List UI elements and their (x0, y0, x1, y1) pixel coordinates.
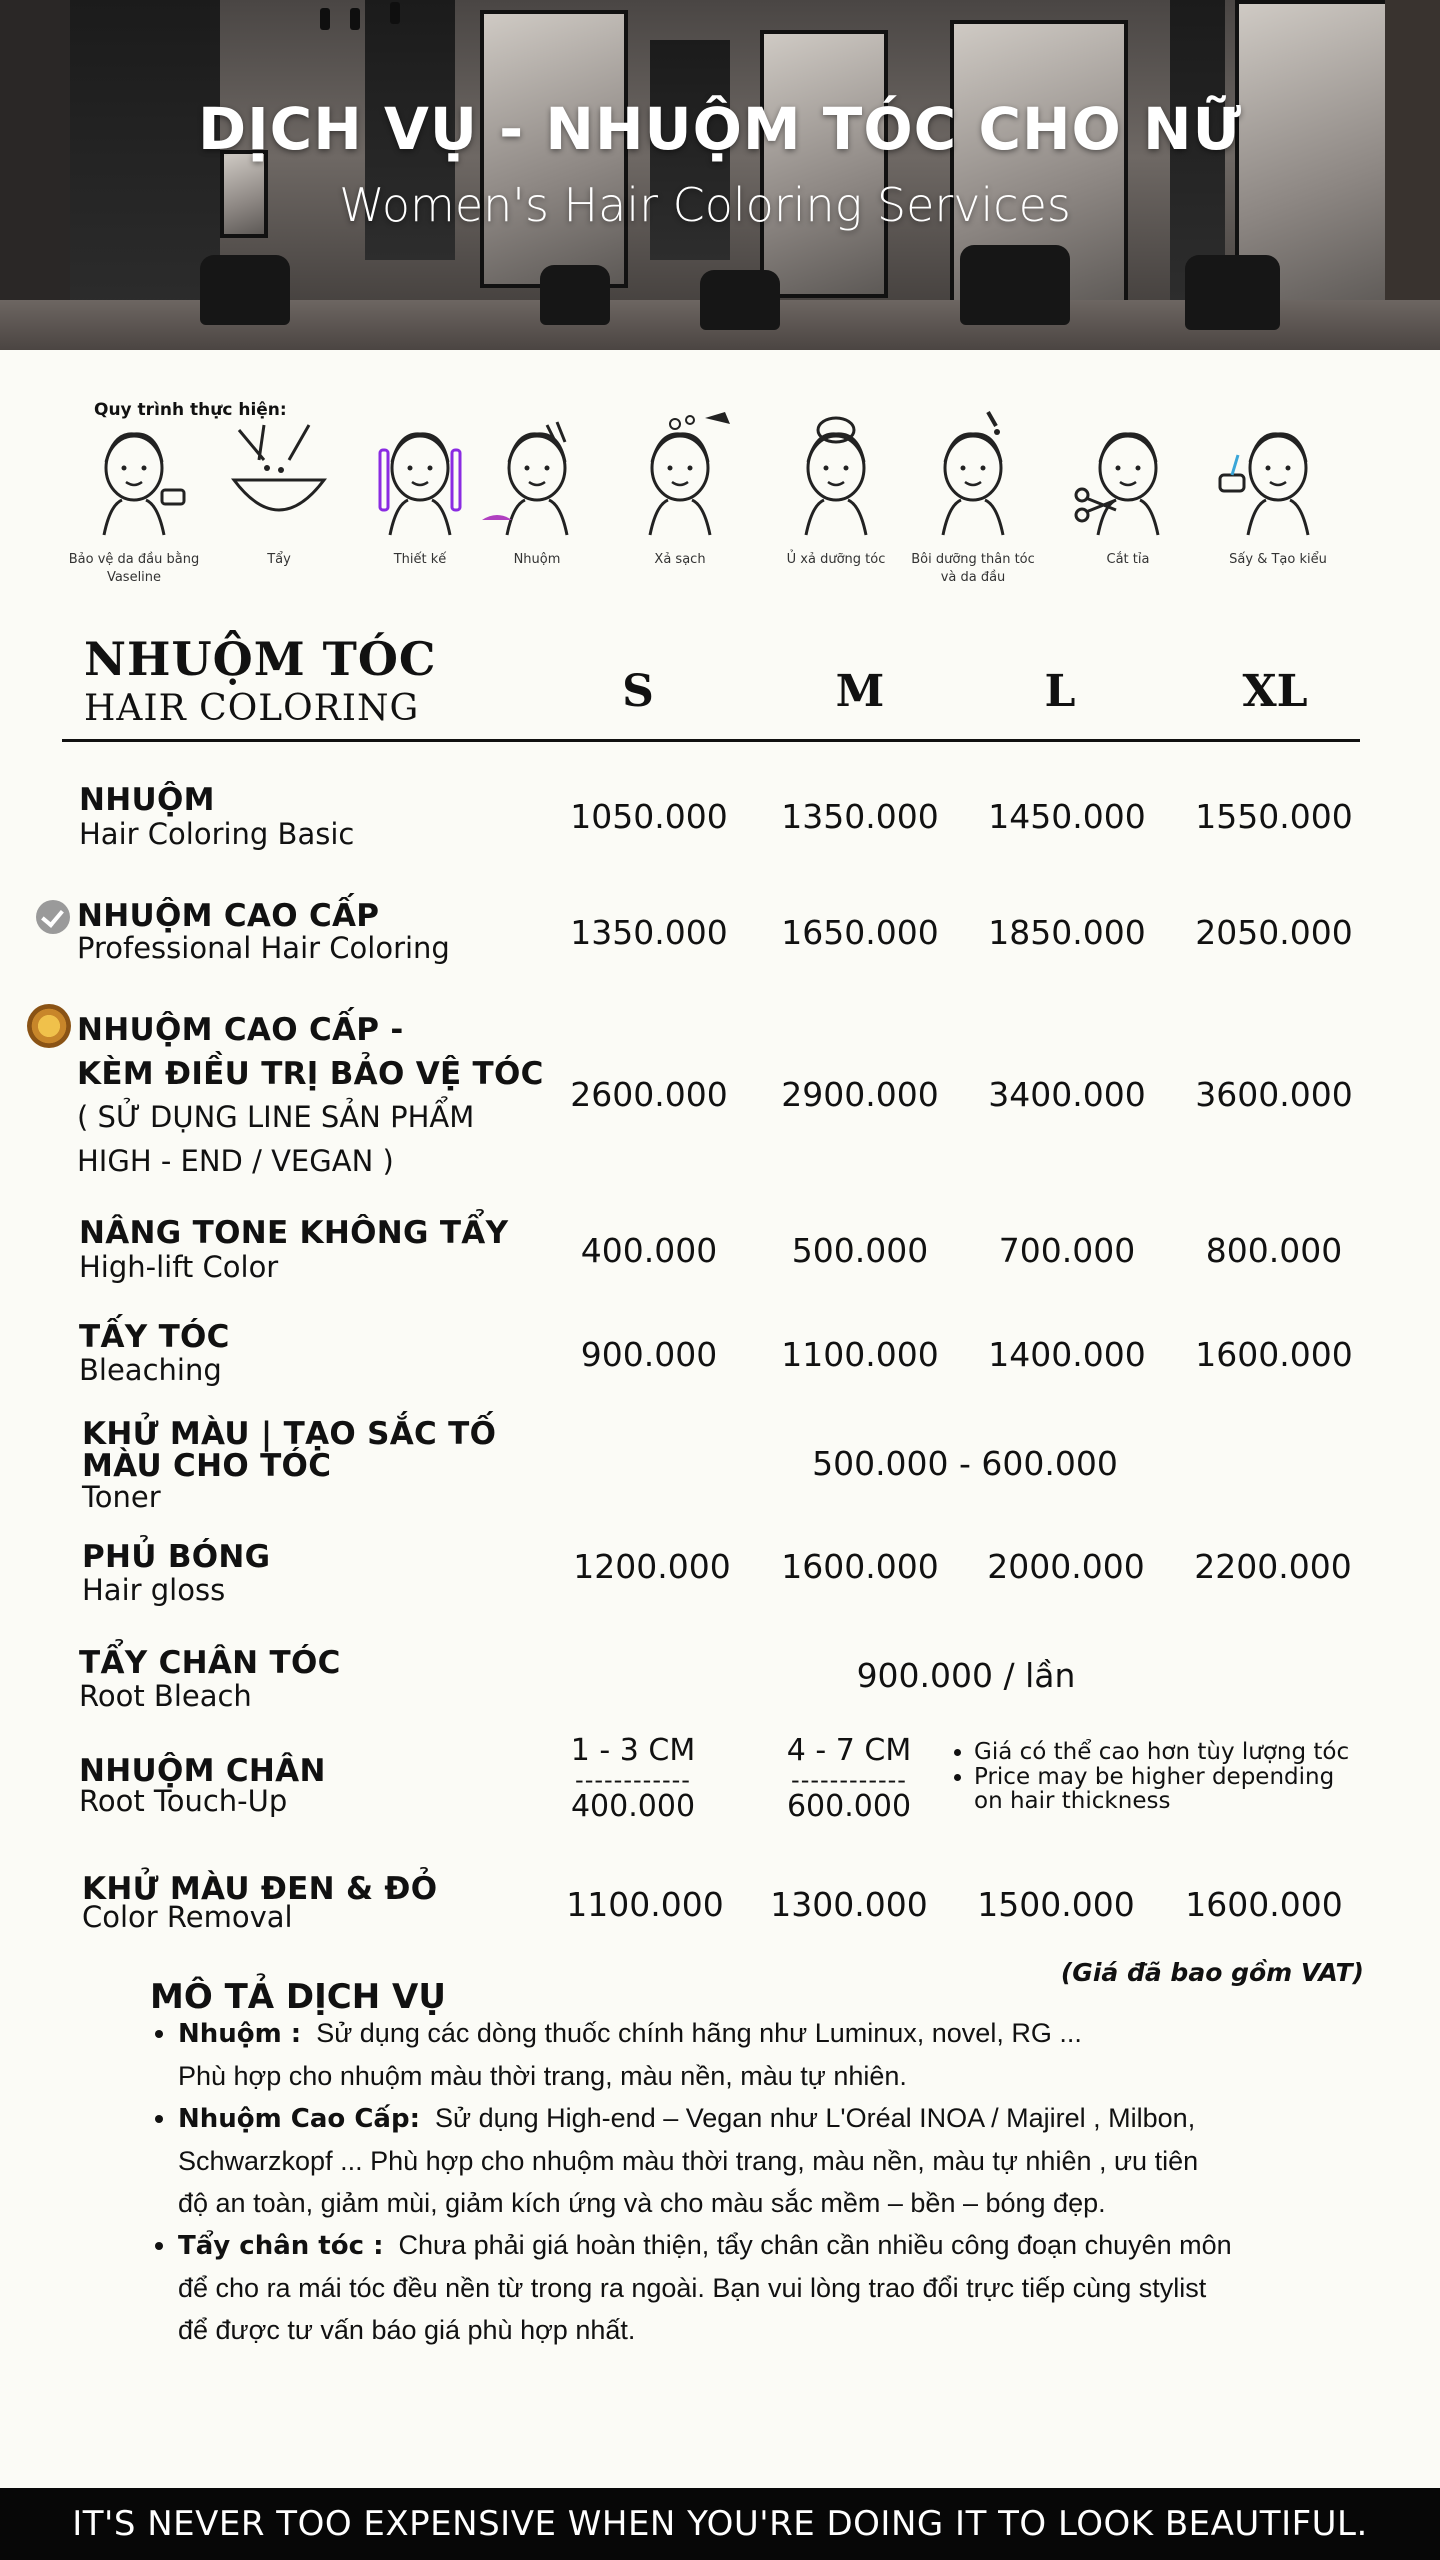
row-pro-en: Professional Hair Coloring (77, 931, 450, 965)
process-step-label: Sấy & Tạo kiểu (1229, 552, 1327, 567)
process-step-label: Cắt tỉa (1106, 552, 1150, 567)
row-gloss-price-l: 2000.000 (987, 1547, 1145, 1586)
description-list (150, 2012, 1300, 2351)
row-basic-en: Hair Coloring Basic (79, 817, 355, 851)
face-conditioner-icon (776, 410, 896, 545)
row-pro-price-xl: 2050.000 (1195, 913, 1353, 952)
process-step-label: Bảo vệ da đầu bằng Vaseline (68, 552, 200, 585)
row-removal-name: KHỬ MÀU ĐEN & ĐỎ (82, 1871, 438, 1907)
face-dryer-icon (1218, 410, 1338, 545)
size-m-header: M (835, 666, 885, 717)
hero-subtitle: Women's Hair Coloring Services (339, 178, 1071, 232)
roottouch-note-en: • Price may be higher depending on hair thickness (974, 1765, 1354, 1814)
row-premium-price-s: 2600.000 (570, 1075, 728, 1114)
row-removal-price-m: 1300.000 (770, 1885, 928, 1924)
row-premium-name-2: KÈM ĐIỀU TRỊ BẢO VỆ TÓC (77, 1056, 544, 1092)
row-highlift-en: High-lift Color (79, 1250, 279, 1284)
roottouch-note-vi: • Giá có thể cao hơn tùy lượng tóc (974, 1740, 1354, 1765)
row-removal-price-s: 1100.000 (566, 1885, 724, 1924)
row-gloss-name: PHỦ BÓNG (82, 1539, 271, 1575)
row-bleach-name: TẤY TÓC (79, 1319, 230, 1355)
desc-line: Sử dụng High-end – Vegan như L'Oréal INOA / Majirel , Milbon, (434, 2103, 1196, 2133)
row-rootbleach-name: TẨY CHÂN TÓC (79, 1645, 341, 1681)
row-basic-price-l: 1450.000 (988, 797, 1146, 836)
row-highlift-name: NÂNG TONE KHÔNG TẨY (79, 1215, 509, 1251)
size-xl-header: XL (1242, 666, 1308, 717)
row-premium-note-2: HIGH - END / VEGAN ) (77, 1144, 394, 1178)
row-pro-price-m: 1650.000 (781, 913, 939, 952)
row-bleach-price-xl: 1600.000 (1195, 1335, 1353, 1374)
tier1-divider: ------------ (575, 1766, 691, 1794)
desc-line: độ an toàn, giảm mùi, giảm kích ứng và cho màu sắc mềm – bền – bóng đẹp. (178, 2188, 1106, 2218)
row-gloss-en: Hair gloss (82, 1573, 226, 1607)
process-step-label: Tẩy (267, 552, 291, 567)
desc-line: Phù hợp cho nhuộm màu thời trang, màu nền, màu tự nhiên. (178, 2061, 907, 2091)
process-step (766, 410, 906, 610)
desc-term: Nhuộm : (178, 2019, 302, 2049)
row-removal-price-xl: 1600.000 (1185, 1885, 1343, 1924)
tier2-divider: ------------ (791, 1766, 907, 1794)
row-toner-range: 500.000 - 600.000 (812, 1444, 1118, 1483)
row-premium-note-1: ( SỬ DỤNG LINE SẢN PHẨM (77, 1100, 475, 1134)
table-title-vi: NHUỘM TÓC (84, 632, 437, 686)
process-step-label: Bôi dưỡng thân tóc và da đầu (911, 552, 1035, 585)
process-step (209, 410, 349, 610)
bleach-bowl-icon (219, 410, 339, 545)
roottouch-notes (950, 1740, 1354, 1814)
row-toner-en: Toner (82, 1480, 161, 1514)
row-premium-price-m: 2900.000 (781, 1075, 939, 1114)
row-bleach-price-s: 900.000 (580, 1335, 718, 1374)
row-basic-price-xl: 1550.000 (1195, 797, 1353, 836)
footer-slogan: IT'S NEVER TOO EXPENSIVE WHEN YOU'RE DOING IT TO LOOK BEAUTIFUL. (0, 2488, 1440, 2560)
row-highlift-price-l: 700.000 (998, 1231, 1136, 1270)
row-highlift-price-s: 400.000 (580, 1231, 718, 1270)
check-badge-icon (36, 900, 70, 934)
process-step-label: Nhuộm (513, 552, 561, 567)
face-rinse-icon (620, 410, 740, 545)
row-bleach-price-l: 1400.000 (988, 1335, 1146, 1374)
desc-line: Sử dụng các dòng thuốc chính hãng như Luminux, novel, RG ... (316, 2018, 1082, 2048)
tier2-price: 600.000 (786, 1789, 912, 1824)
vat-note: (Giá đã bao gồm VAT) (1060, 1958, 1364, 1987)
row-basic-name: NHUỘM (79, 782, 215, 818)
process-step-label: Thiết kế (393, 552, 447, 567)
face-vaseline-icon (74, 410, 194, 545)
row-roottouch-name: NHUỘM CHÂN (79, 1753, 326, 1789)
row-rootbleach-range: 900.000 / lần (856, 1656, 1076, 1695)
header-rule (62, 739, 1360, 742)
row-removal-price-l: 1500.000 (977, 1885, 1135, 1924)
row-premium-price-l: 3400.000 (988, 1075, 1146, 1114)
row-pro-price-s: 1350.000 (570, 913, 728, 952)
row-bleach-en: Bleaching (79, 1353, 222, 1387)
desc-item-pro (178, 2097, 1300, 2224)
row-removal-en: Color Removal (82, 1900, 293, 1934)
award-ribbon-icon (27, 1004, 71, 1048)
process-step (1058, 410, 1198, 610)
row-basic-price-s: 1050.000 (570, 797, 728, 836)
size-s-header: S (622, 666, 654, 717)
process-step (903, 410, 1043, 610)
hero-banner (0, 0, 1440, 350)
tier2-length: 4 - 7 CM (786, 1733, 912, 1768)
process-step-label: Xả sạch (654, 552, 706, 567)
process-label: Quy trình thực hiện: (94, 400, 287, 420)
row-rootbleach-en: Root Bleach (79, 1679, 252, 1713)
tier1-length: 1 - 3 CM (570, 1733, 696, 1768)
row-premium-name-1: NHUỘM CAO CẤP - (77, 1012, 404, 1048)
table-title-en: HAIR COLORING (84, 688, 420, 729)
row-toner-name-1: KHỬ MÀU | TẠO SẮC TỐ (82, 1416, 497, 1452)
row-bleach-price-m: 1100.000 (781, 1335, 939, 1374)
face-design-icon (360, 410, 480, 545)
process-step-label: Ủ xả dưỡng tóc (786, 552, 886, 567)
desc-line: Schwarzkopf ... Phù hợp cho nhuộm màu thời trang, màu nền, màu tự nhiên , ưu tiên (178, 2146, 1199, 2176)
desc-line: để cho ra mái tóc đều nền từ trong ra ngoài. Bạn vui lòng trao đổi trực tiếp cùng stylist (178, 2273, 1207, 2303)
row-gloss-price-xl: 2200.000 (1194, 1547, 1352, 1586)
row-highlift-price-m: 500.000 (791, 1231, 929, 1270)
desc-item-rootbleach (178, 2224, 1300, 2351)
row-toner-name-2: MÀU CHO TÓC (82, 1448, 332, 1484)
desc-term: Nhuộm Cao Cấp: (178, 2104, 420, 2134)
process-step (610, 410, 750, 610)
face-dye-icon (477, 410, 597, 545)
row-highlift-price-xl: 800.000 (1205, 1231, 1343, 1270)
face-treatment-icon (913, 410, 1033, 545)
row-gloss-price-m: 1600.000 (781, 1547, 939, 1586)
row-pro-price-l: 1850.000 (988, 913, 1146, 952)
process-step (1208, 410, 1348, 610)
hero-title: DỊCH VỤ - NHUỘM TÓC CHO NỮ (197, 95, 1243, 163)
desc-term: Tẩy chân tóc : (178, 2231, 384, 2261)
row-pro-name: NHUỘM CAO CẤP (77, 898, 380, 934)
process-step (467, 410, 607, 610)
description-title: MÔ TẢ DỊCH VỤ (150, 1977, 446, 2017)
row-roottouch-en: Root Touch-Up (79, 1784, 288, 1818)
face-scissors-icon (1068, 410, 1188, 545)
row-gloss-price-s: 1200.000 (573, 1547, 731, 1586)
row-premium-price-xl: 3600.000 (1195, 1075, 1353, 1114)
tier1-price: 400.000 (570, 1789, 696, 1824)
row-basic-price-m: 1350.000 (781, 797, 939, 836)
desc-line: để được tư vấn báo giá phù hợp nhất. (178, 2315, 636, 2345)
process-step (64, 410, 204, 610)
desc-item-basic (178, 2012, 1300, 2097)
size-l-header: L (1044, 666, 1076, 717)
desc-line: Chưa phải giá hoàn thiện, tẩy chân cần nhiều công đoạn chuyên môn (398, 2230, 1232, 2260)
